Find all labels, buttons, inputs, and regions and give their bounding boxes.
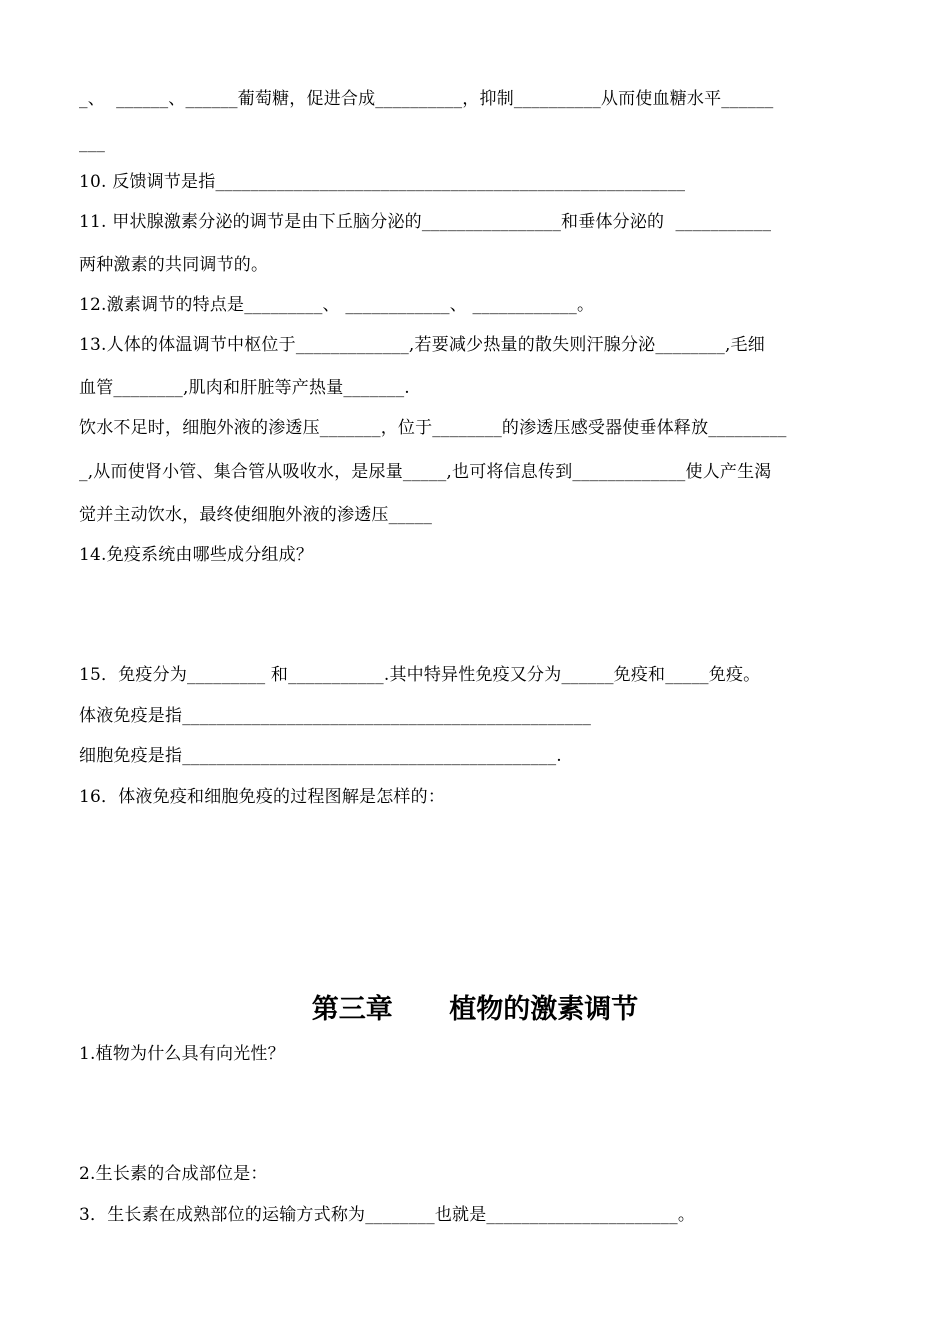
chapter-question-1: 1.植物为什么具有向光性？ <box>79 1044 285 1064</box>
chapter-question-3: 3．生长素在成熟部位的运输方式称为________也就是______________________。 <box>79 1205 696 1225</box>
question-11-line-2: 两种激素的共同调节的。 <box>79 255 269 275</box>
question-13-line-1: 13.人体的体温调节中枢位于_____________,若要减少热量的散失则汗腺分泌________,毛细 <box>79 335 765 355</box>
water-balance-line-3: 觉并主动饮水，最终使细胞外液的渗透压_____ <box>79 505 433 525</box>
question-13-line-2: 血管________,肌肉和肝脏等产热量_______. <box>79 378 410 398</box>
cellular-immunity-definition: 细胞免疫是指___________________________________________. <box>79 746 562 766</box>
question-15: 15．免疫分为_________ 和___________.其中特异性免疫又分为______免疫和_____免疫。 <box>79 665 761 685</box>
question-16: 16．体液免疫和细胞免疫的过程图解是怎样的： <box>79 787 446 807</box>
chapter-question-2: 2.生长素的合成部位是： <box>79 1164 268 1184</box>
question-9-blank-wrap: ___ <box>79 133 106 153</box>
question-9-continuation: _、 ______、______葡萄糖，促进合成__________，抑制__________从而使血糖水平______ <box>79 89 774 109</box>
water-balance-line-2: _,从而使肾小管、集合管从吸收水，是尿量_____,也可将信息传到_____________使人产生渴 <box>79 462 772 482</box>
question-10: 10. 反馈调节是指______________________________________________________ <box>79 172 686 192</box>
question-12: 12.激素调节的特点是_________、 ____________、 ____________。 <box>79 295 595 315</box>
water-balance-line-1: 饮水不足时，细胞外液的渗透压_______，位于________的渗透压感受器使垂体释放_________ <box>79 418 787 438</box>
question-14: 14.免疫系统由哪些成分组成？ <box>79 545 314 565</box>
chapter-heading: 第三章 植物的激素调节 <box>311 994 639 1025</box>
question-11-line-1: 11. 甲状腺激素分泌的调节是由下丘脑分泌的________________和垂体分泌的 ___________ <box>79 212 772 232</box>
humoral-immunity-definition: 体液免疫是指_______________________________________________ <box>79 706 592 726</box>
